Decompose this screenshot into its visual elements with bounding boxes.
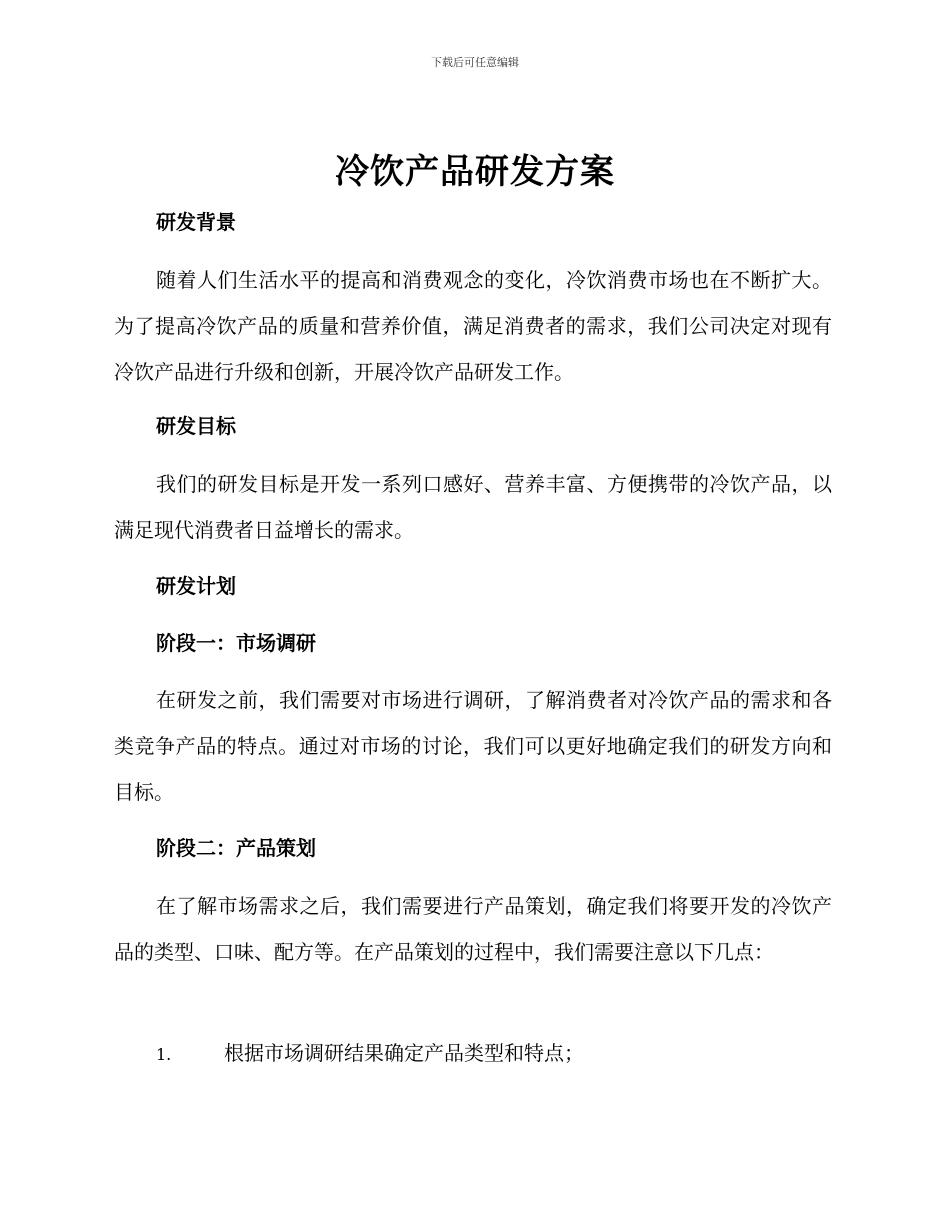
list-item (156, 1040, 584, 1068)
paragraph-background: 随着人们生活水平的提高和消费观念的变化，冷饮消费市场也在不断扩大。为了提高冷饮产品的质量和营养价值，满足消费者的需求，我们公司决定对现有冷饮产品进行升级和创新，开展冷饮产品研发工作。 (114, 268, 832, 384)
section-heading-stage1: 阶段一：市场调研 (156, 631, 316, 655)
paragraph-goal: 我们的研发目标是开发一系列口感好、营养丰富、方便携带的冷饮产品，以满足现代消费者日益增长的需求。 (114, 472, 832, 542)
paragraph-stage1: 在研发之前，我们需要对市场进行调研，了解消费者对冷饮产品的需求和各类竞争产品的特点。通过对市场的讨论，我们可以更好地确定我们的研发方向和目标。 (114, 688, 832, 804)
document-title: 冷饮产品研发方案 (335, 152, 615, 192)
list-item-text: 根据市场调研结果确定产品类型和特点； (224, 1041, 584, 1065)
section-heading-background: 研发背景 (156, 210, 236, 234)
header-note: 下载后可任意编辑 (431, 56, 519, 69)
section-heading-stage2: 阶段二：产品策划 (156, 836, 316, 860)
section-heading-plan: 研发计划 (156, 574, 236, 598)
section-heading-goal: 研发目标 (156, 414, 236, 438)
list-item-number: 1. (156, 1045, 172, 1064)
paragraph-stage2: 在了解市场需求之后，我们需要进行产品策划，确定我们将要开发的冷饮产品的类型、口味、配方等。在产品策划的过程中，我们需要注意以下几点： (114, 894, 832, 964)
